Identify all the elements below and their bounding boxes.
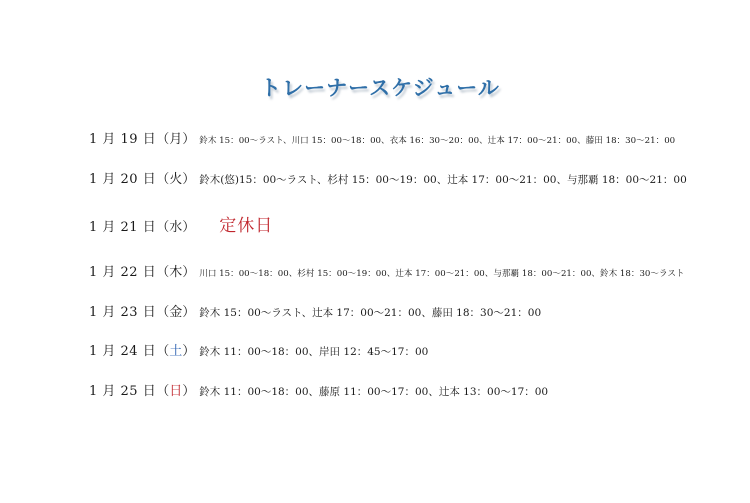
schedule-row-jan25 <box>89 380 548 399</box>
trainer-schedule-text: 鈴木 11：00～18：00、岸田 12：45～17：00 <box>199 346 429 358</box>
schedule-row-jan23 <box>89 301 541 320</box>
date-label: 1 月 24 日 <box>89 344 157 359</box>
dow-close-paren: ） <box>182 305 196 320</box>
dow-open-paren: （ <box>156 384 170 399</box>
trainer-schedule-text: 鈴木 11：00～18：00、藤原 11：00～17：00、辻本 13：00～17：00 <box>199 386 549 398</box>
dow-open-paren: （ <box>156 265 170 280</box>
dow-open-paren: （ <box>156 132 170 147</box>
date-label: 1 月 22 日 <box>89 265 157 280</box>
dow-close-paren: ） <box>182 220 196 235</box>
dow-char: 月 <box>169 132 183 147</box>
dow-char: 金 <box>169 305 183 320</box>
dow-char-saturday: 土 <box>169 344 183 359</box>
dow-char: 火 <box>169 172 183 187</box>
date-label: 1 月 19 日 <box>89 132 157 147</box>
trainer-schedule-text: 鈴木(悠)15：00～ラスト、杉村 15：00～19：00、辻本 17：00～21：00、与那覇 18：00～21：00 <box>199 174 687 186</box>
schedule-row-jan19 <box>89 128 675 147</box>
dow-open-paren: （ <box>156 305 170 320</box>
day-of-week <box>156 216 195 235</box>
day-of-week <box>156 340 195 359</box>
dow-close-paren: ） <box>182 132 196 147</box>
schedule-row-jan21 <box>89 211 273 236</box>
trainer-schedule-text: 鈴木 15：00～ラスト、川口 15：00～18：00、衣本 16：30～20：00、辻本 17：00～21：00、藤田 18：30～21：00 <box>199 136 676 146</box>
schedule-row-jan20 <box>89 168 687 187</box>
date-label: 1 月 20 日 <box>89 172 157 187</box>
dow-char: 木 <box>169 265 183 280</box>
dow-char: 水 <box>169 220 183 235</box>
closed-day-label: 定休日 <box>219 216 274 236</box>
dow-char-sunday: 日 <box>169 384 183 399</box>
date-label: 1 月 23 日 <box>89 305 157 320</box>
day-of-week <box>156 168 195 187</box>
schedule-row-jan22 <box>89 261 685 280</box>
dow-close-paren: ） <box>182 384 196 399</box>
dow-open-paren: （ <box>156 172 170 187</box>
dow-close-paren: ） <box>182 265 196 280</box>
day-of-week <box>156 261 195 280</box>
trainer-schedule-text: 鈴木 15：00～ラスト、辻本 17：00～21：00、藤田 18：30～21：00 <box>199 307 542 319</box>
dow-open-paren: （ <box>156 220 170 235</box>
title-container <box>0 72 750 102</box>
dow-close-paren: ） <box>182 344 196 359</box>
day-of-week <box>156 301 195 320</box>
date-label: 1 月 25 日 <box>89 384 157 399</box>
dow-close-paren: ） <box>182 172 196 187</box>
trainer-schedule-text: 川口 15：00～18：00、杉村 15：00～19：00、辻本 17：00～21：00、与那覇 18：00～21：00、鈴木 18：30～ラスト <box>199 269 685 279</box>
page-title: トレーナースケジュール <box>254 72 506 102</box>
day-of-week <box>156 128 195 147</box>
schedule-row-jan24 <box>89 340 428 359</box>
day-of-week <box>156 380 195 399</box>
date-label: 1 月 21 日 <box>89 220 157 235</box>
dow-open-paren: （ <box>156 344 170 359</box>
